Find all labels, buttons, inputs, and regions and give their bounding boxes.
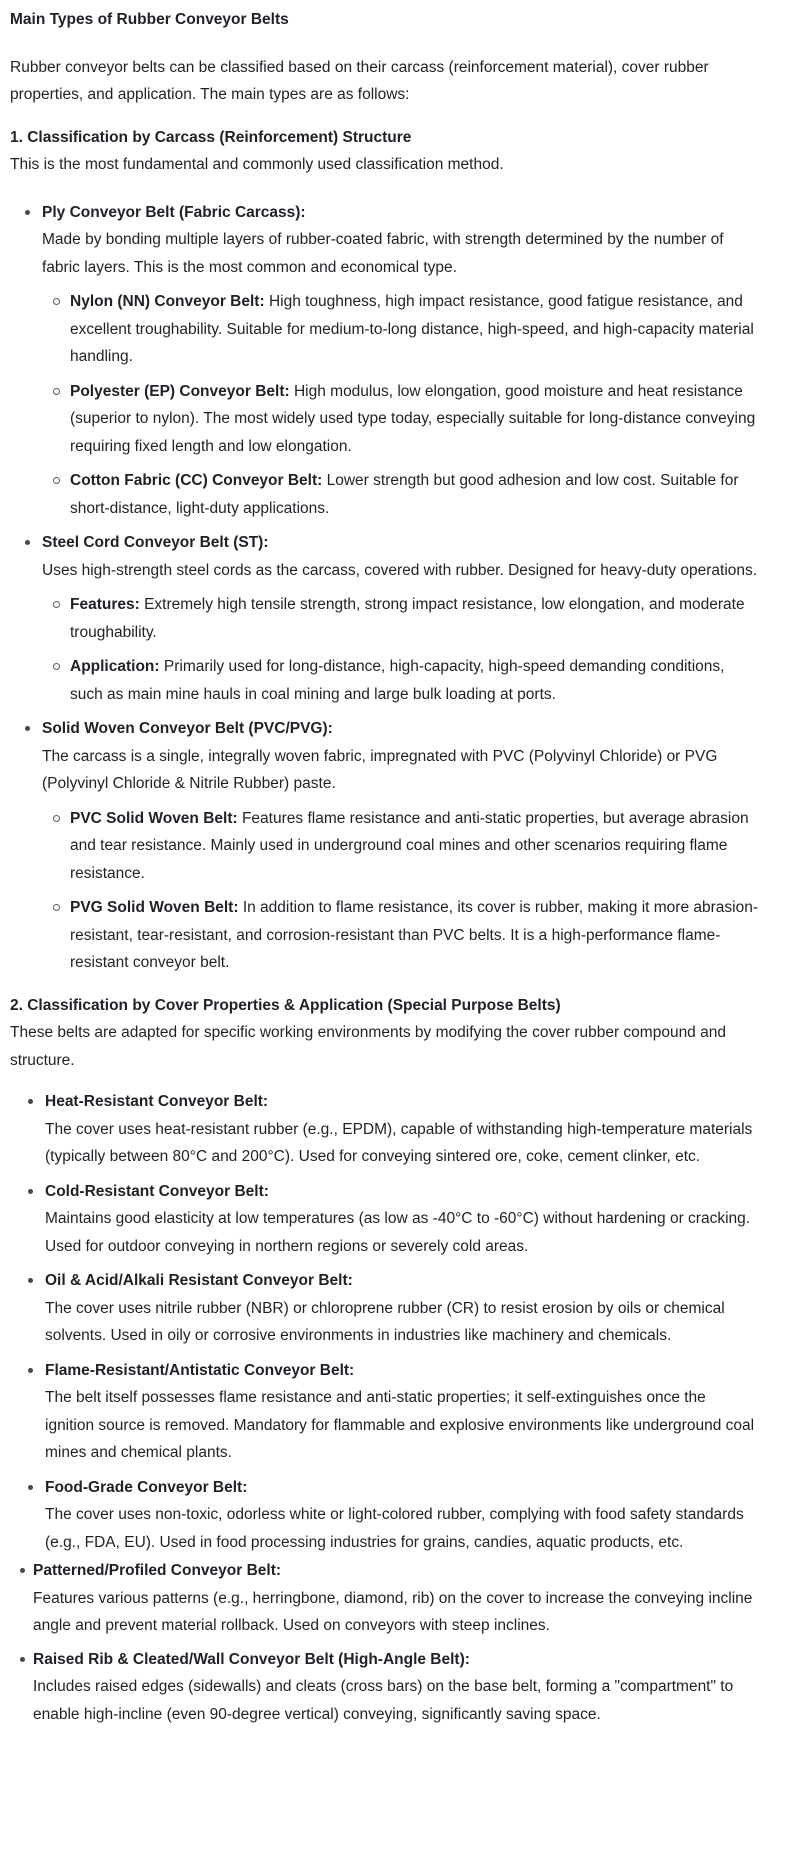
- sub-term: PVC Solid Woven Belt:: [70, 809, 238, 827]
- belt-desc: The cover uses heat-resistant rubber (e.g., EPDM), capable of withstanding high-temperature materials (typically between 80°C and 200°C). Used for conveying sintered ore, coke, cement clinker, etc.: [45, 1120, 753, 1165]
- section1-subheading: This is the most fundamental and commonly used classification method.: [10, 156, 504, 173]
- sub-desc: High toughness, high impact resistance, good fatigue resistance, and excellent troughability. Suitable for medium-to-long distance, high-speed, and high-capacity material handling.: [70, 293, 754, 365]
- sub-term: PVG Solid Woven Belt:: [70, 899, 239, 916]
- belt-desc: The cover uses nitrile rubber (NBR) or chloroprene rubber (CR) to resist erosion by oils or chemical solvents. Used in oily or corrosive environments in industries like machinery and chemicals.: [45, 1299, 725, 1344]
- steel-cord-sub-list: [42, 591, 758, 708]
- sub-item-polyester: [70, 378, 758, 461]
- sub-item-features: [70, 591, 758, 646]
- page-title: Main Types of Rubber Conveyor Belts: [10, 11, 289, 28]
- belt-item-raised-rib: [33, 1646, 758, 1729]
- sub-desc: Primarily used for long-distance, high-capacity, high-speed demanding conditions, such as main mine hauls in coal mining and large bulk loading at ports.: [70, 658, 725, 703]
- solid-woven-sub-list: [42, 805, 758, 977]
- belt-term: Heat-Resistant Conveyor Belt:: [45, 1093, 269, 1110]
- sub-item-pvc: [70, 805, 758, 888]
- belt-desc: The cover uses non-toxic, odorless white or light-colored rubber, complying with food safety standards (e.g., FDA, EU). Used in food processing industries for grains, candies, aquatic products, etc.: [45, 1506, 744, 1551]
- belt-desc: The carcass is a single, integrally woven fabric, impregnated with PVC (Polyvinyl Chloride) or PVG (Polyvinyl Chloride & Nitrile Rubber) paste.: [42, 747, 718, 792]
- belt-term: Food-Grade Conveyor Belt:: [45, 1478, 248, 1496]
- belt-term: Raised Rib & Cleated/Wall Conveyor Belt (High-Angle Belt):: [33, 1650, 470, 1668]
- sub-desc: High modulus, low elongation, good moisture and heat resistance (superior to nylon). The most widely used type today, especially suitable for long-distance conveying requiring fixed length and low elongation.: [70, 382, 756, 455]
- belt-desc: Includes raised edges (sidewalls) and cleats (cross bars) on the base belt, forming a "compartment" to enable high-incline (even 90-degree vertical) conveying, significantly saving space.: [33, 1678, 734, 1723]
- sub-desc: Extremely high tensile strength, strong impact resistance, low elongation, and moderate troughability.: [70, 596, 745, 641]
- belt-item-oil-acid: [45, 1267, 758, 1350]
- belt-desc: Features various patterns (e.g., herringbone, diamond, rib) on the cover to increase the conveying incline angle and prevent material rollback. Used on conveyors with steep inclines.: [33, 1589, 753, 1634]
- belt-term: Solid Woven Conveyor Belt (PVC/PVG):: [42, 720, 333, 737]
- sub-item-nylon: [70, 288, 758, 371]
- belt-term: Flame-Resistant/Antistatic Conveyor Belt:: [45, 1361, 355, 1379]
- special-belt-list: [10, 1088, 758, 1556]
- belt-item-patterned: [33, 1557, 758, 1640]
- belt-desc: Made by bonding multiple layers of rubber-coated fabric, with strength determined by the number of fabric layers. This is the most common and economical type.: [42, 231, 724, 276]
- belt-term: Patterned/Profiled Conveyor Belt:: [33, 1562, 282, 1579]
- belt-item-solid-woven: [42, 715, 758, 977]
- sub-term: Polyester (EP) Conveyor Belt:: [70, 382, 290, 400]
- sub-desc: Lower strength but good adhesion and low cost. Suitable for short-distance, light-duty applications.: [70, 472, 739, 517]
- sub-item-cotton: [70, 467, 758, 522]
- belt-term: Cold-Resistant Conveyor Belt:: [45, 1182, 269, 1200]
- sub-term: Nylon (NN) Conveyor Belt:: [70, 293, 265, 310]
- special-belt-list-continued: [10, 1557, 758, 1728]
- belt-item-cold: [45, 1178, 758, 1261]
- belt-desc: Maintains good elasticity at low temperatures (as low as -40°C to -60°C) without hardening or cracking. Used for outdoor conveying in northern regions or severely cold areas.: [45, 1210, 751, 1255]
- belt-desc: The belt itself possesses flame resistance and anti-static properties; it self-extinguishes once the ignition source is removed. Mandatory for flammable and explosive environments like underground coal mines and chemical plants.: [45, 1389, 755, 1461]
- sub-term: Cotton Fabric (CC) Conveyor Belt:: [70, 472, 323, 489]
- belt-item-ply: [42, 199, 758, 523]
- sub-desc: Features flame resistance and anti-static properties, but average abrasion and tear resistance. Mainly used in underground coal mines and other scenarios requiring flame resistance.: [70, 809, 749, 882]
- ply-sub-list: [42, 288, 758, 522]
- belt-item-steel-cord: [42, 529, 758, 708]
- sub-term: Application:: [70, 658, 160, 675]
- belt-desc: Uses high-strength steel cords as the carcass, covered with rubber. Designed for heavy-duty operations.: [42, 561, 758, 579]
- carcass-belt-list: [10, 199, 758, 977]
- belt-item-food: [45, 1474, 758, 1557]
- belt-term: Oil & Acid/Alkali Resistant Conveyor Belt:: [45, 1272, 353, 1289]
- sub-desc: In addition to flame resistance, its cover is rubber, making it more abrasion-resistant, tear-resistant, and corrosion-resistant than PVC belts. It is a high-performance flame-resistant conveyor belt.: [70, 899, 759, 971]
- section2-heading: 2. Classification by Cover Properties & Application (Special Purpose Belts): [10, 996, 561, 1014]
- section1-heading: 1. Classification by Carcass (Reinforcement) Structure: [10, 128, 412, 146]
- sub-item-application: [70, 653, 758, 708]
- sub-item-pvg: [70, 894, 758, 977]
- belt-item-flame: [45, 1357, 758, 1467]
- belt-term: Ply Conveyor Belt (Fabric Carcass):: [42, 203, 306, 221]
- section2-subheading: These belts are adapted for specific working environments by modifying the cover rubber compound and structure.: [10, 1024, 726, 1069]
- belt-term: Steel Cord Conveyor Belt (ST):: [42, 534, 269, 551]
- intro-paragraph: Rubber conveyor belts can be classified based on their carcass (reinforcement material), cover rubber properties, and application. The main types are as follows:: [10, 58, 709, 103]
- belt-item-heat: [45, 1088, 758, 1171]
- sub-term: Features:: [70, 596, 140, 613]
